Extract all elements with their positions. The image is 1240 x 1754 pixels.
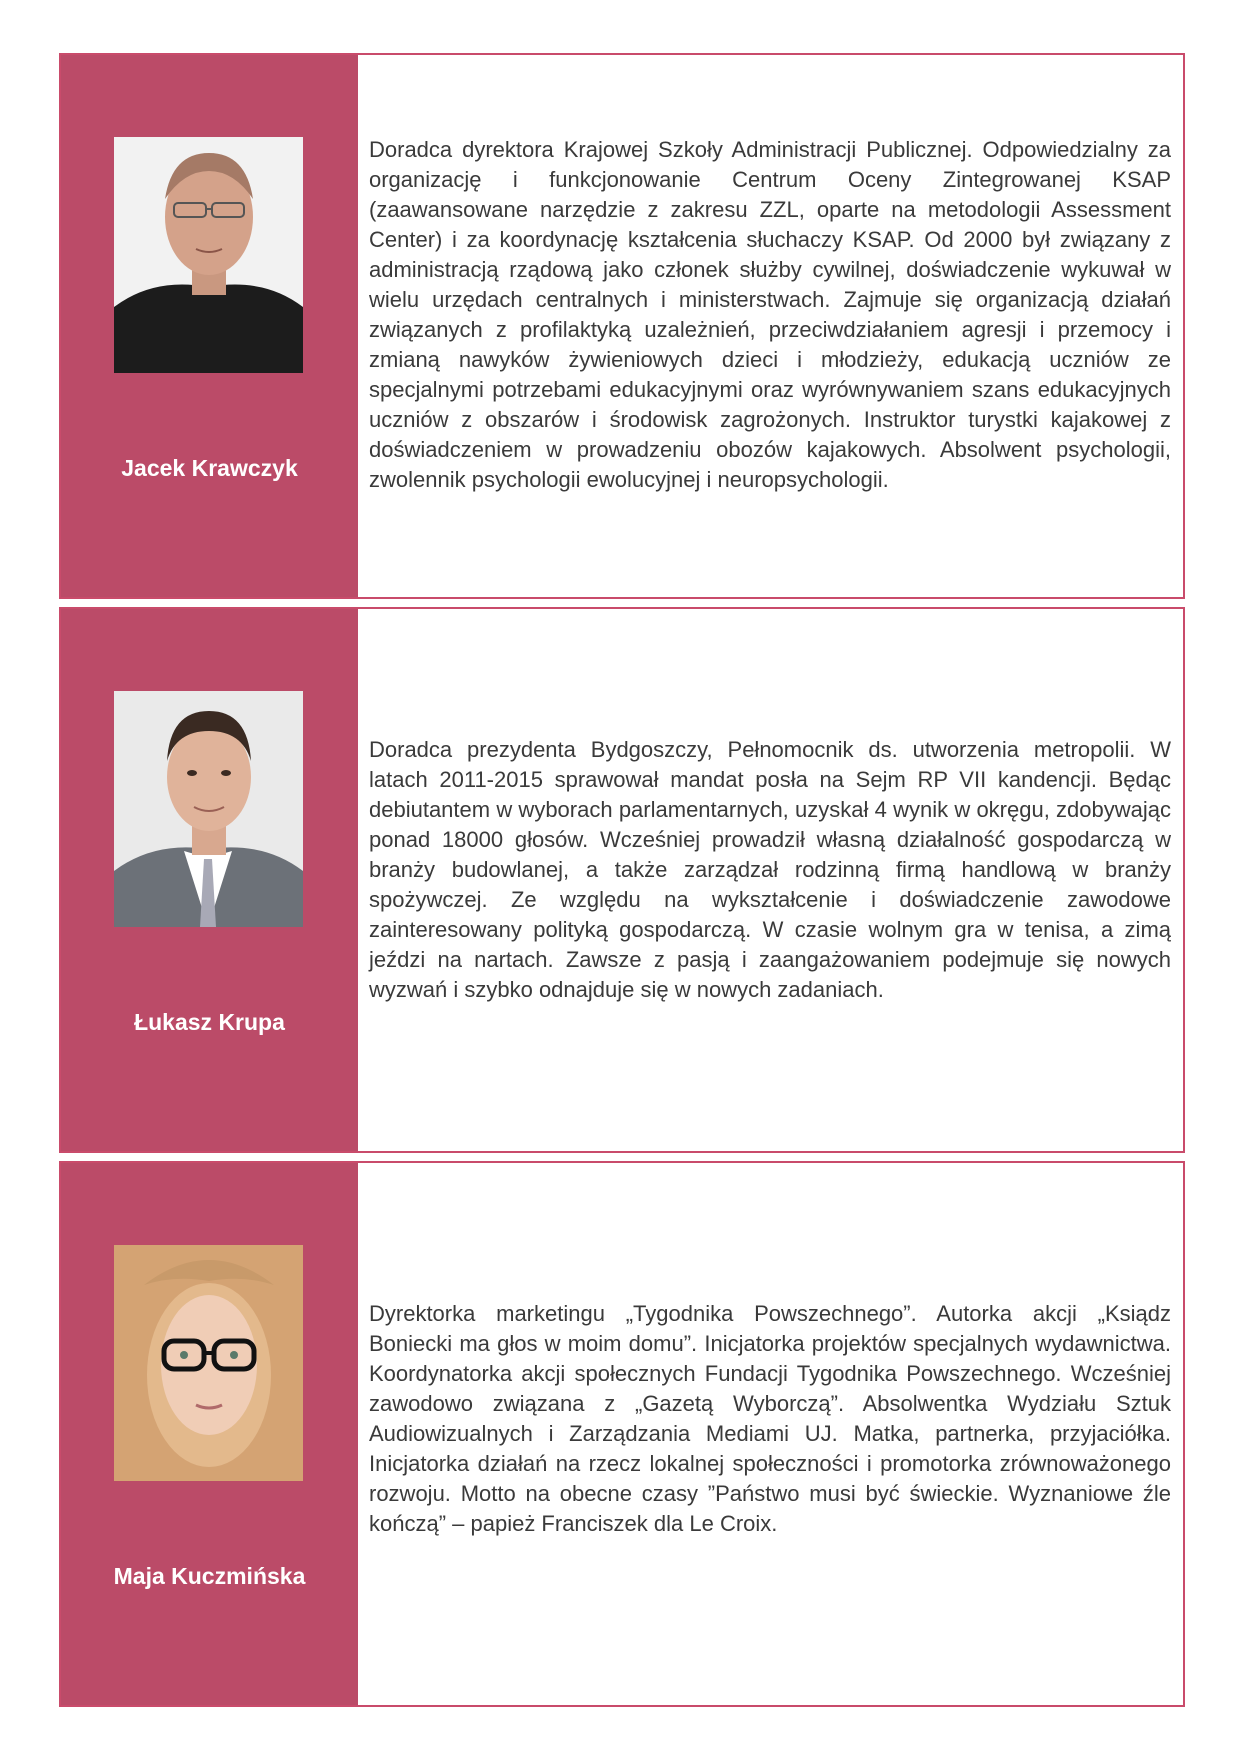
person-bio: Doradca dyrektora Krajowej Szkoły Administracji Publicznej. Odpowiedzialny za organizację i funkcjonowanie Centrum Oceny Zintegrowanej KSAP (zaawansowane narzędzie z zakresu ZZL, oparte na metodologii Assessment Center) i za koordynację kształcenia słuchaczy KSAP. Od 2000 był związany z administracją rządową jako członek służby cywilnej, doświadczenie wykuwał w wielu urzędach centralnych i ministerstwach. Zajmuje się organizacją działań związanych z profilaktyką uzależnień, przeciwdziałaniem agresji i przemocy i zmianą nawyków żywieniowych dzieci i młodzieży, edukacją uczniów ze specjalnymi potrzebami edukacyjnymi oraz wyrównywaniem szans edukacyjnych uczniów z obszarów i środowisk zagrożonych. Instruktor turystki kajakowej z doświadczeniem w prowadzeniu obozów kajakowych. Absolwent psychologii, zwolennik psychologii ewolucyjnej i neuropsychologii. <box>369 137 1171 492</box>
portrait-photo <box>114 137 303 373</box>
person-name: Maja Kuczmińska <box>113 1563 306 1589</box>
profile-card-1 <box>59 53 1185 599</box>
person-bio: Dyrektorka marketingu „Tygodnika Powszechnego”. Autorka akcji „Ksiądz Boniecki ma głos w moim domu”. Inicjatorka projektów specjalnych wydawnictwa. Koordynatorka akcji społecznych Fundacji Tygodnika Powszechnego. Wcześniej zawodowo związana z „Gazetą Wyborczą”. Absolwentka Wydziału Sztuk Audiowizualnych i Zarządzania Mediami UJ. Matka, partnerka, przyjaciółka. Inicjatorka działań na rzecz lokalnej społeczności i promotorka zrównoważonego rozwoju. Motto na obecne czasy ”Państwo musi być świeckie. Wyznaniowe źle kończą” – papież Franciszek dla Le Croix. <box>369 1301 1171 1536</box>
profile-sidebar <box>61 1163 358 1705</box>
profile-card-3 <box>59 1161 1185 1707</box>
profile-sidebar <box>61 609 358 1151</box>
portrait-photo <box>114 1245 303 1481</box>
portrait-photo <box>114 691 303 927</box>
person-bio: Doradca prezydenta Bydgoszczy, Pełnomocnik ds. utworzenia metropolii. W latach 2011-2015 sprawował mandat posła na Sejm RP VII kandencji. Będąc debiutantem w wyborach parlamentarnych, uzyskał 4 wynik w okręgu, zdobywając ponad 18000 głosów. Wcześniej prowadził własną działalność gospodarczą w branży budowlanej, a także zarządzał rodzinną firmą handlową w branży spożywczej. Ze względu na wykształcenie i doświadczenie zawodowe zainteresowany polityką gospodarczą. W czasie wolnym gra w tenisa, a zimą jeździ na nartach. Zawsze z pasją i zaangażowaniem podejmuje się nowych wyzwań i szybko odnajduje się w nowych zadaniach. <box>369 737 1171 1002</box>
person-name: Jacek Krawczyk <box>121 455 298 481</box>
profile-card-2 <box>59 607 1185 1153</box>
person-name: Łukasz Krupa <box>134 1009 285 1035</box>
profile-sidebar <box>61 55 358 597</box>
